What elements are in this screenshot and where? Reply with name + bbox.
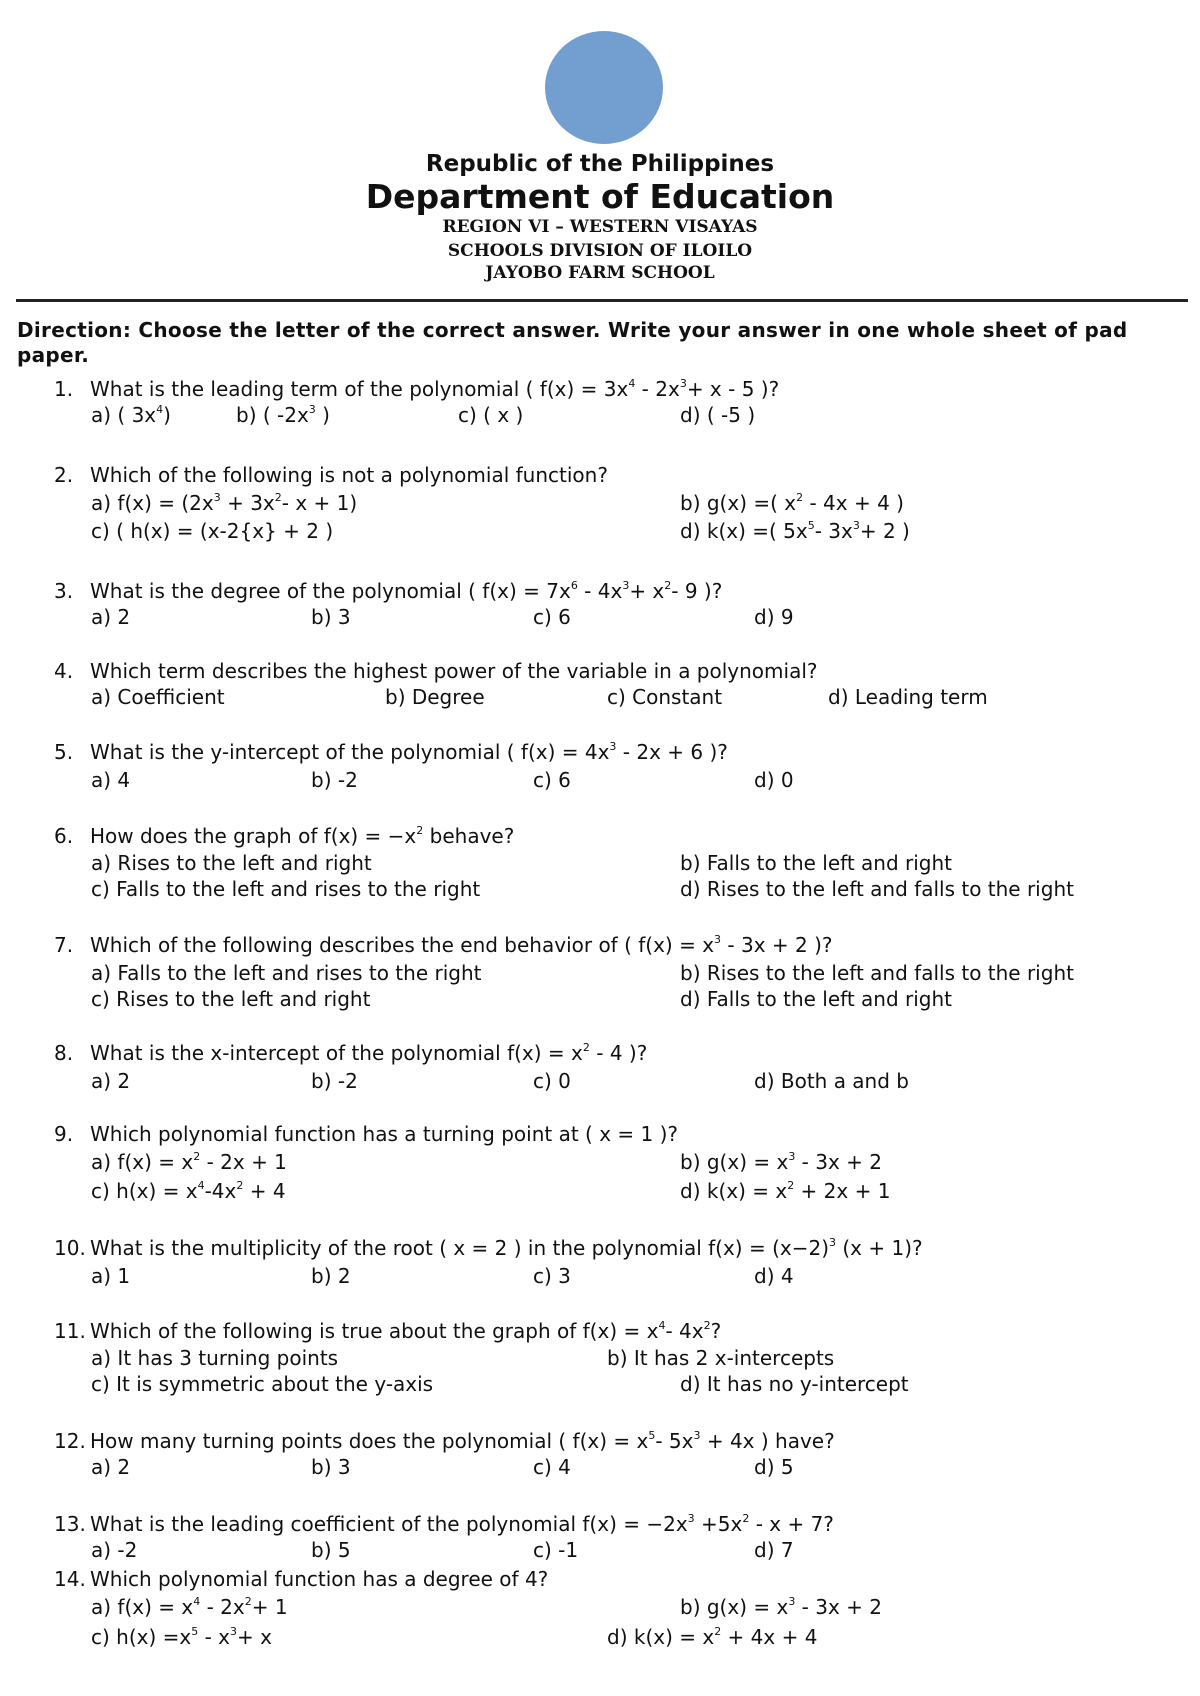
answer-choice: a) It has 3 turning points: [91, 1346, 339, 1370]
question-text: 3. What is the degree of the polynomial ( $f(x) = 7x^6 - 4x^3+ x^2-$ 9 )?: [54, 579, 723, 603]
answer-choice: c) 6: [533, 605, 571, 629]
answer-choice: b) 3: [311, 605, 351, 629]
question-text: 10. What is the multiplicity of the root ( x = 2 ) in the polynomial $f(x) = (x-2)^3$ (x + 1)?: [54, 1236, 923, 1260]
question-text: 5. What is the y-intercept of the polynomial ( $f(x) = 4x^3 - 2x + 6$ )?: [54, 740, 728, 764]
question-number: 8.: [54, 1041, 74, 1065]
answer-choice: c) $h(x) =x^5 - x^3+ x$: [91, 1625, 272, 1649]
question-number: 3.: [54, 579, 74, 603]
question-text: 9. Which polynomial function has a turning point at ( x = 1 )?: [54, 1122, 678, 1146]
answer-choice: b) Rises to the left and falls to the right: [680, 961, 1074, 985]
answer-choice: a) 2: [91, 1069, 131, 1093]
question-text: 4. Which term describes the highest power of the variable in a polynomial?: [54, 659, 818, 683]
answer-choice: b) -2: [311, 1069, 358, 1093]
answer-choice: b) 2: [311, 1264, 351, 1288]
answer-choice: a) Coefficient: [91, 685, 225, 709]
header-school: JAYOBO FARM SCHOOL: [485, 263, 715, 283]
question-number: 12.: [54, 1429, 86, 1453]
answer-choice: d) Leading term: [828, 685, 988, 709]
answer-choice: c) ( h(x) = (x-2{x} + 2 ): [91, 519, 334, 543]
answer-choice: c) 3: [533, 1264, 571, 1288]
answer-choice: b) ( $-2x^3$ ): [236, 403, 330, 427]
answer-choice: a) $f(x) = x^4 - 2x^2+ 1$: [91, 1595, 288, 1619]
answer-choice: a) 2: [91, 605, 131, 629]
question-number: 7.: [54, 933, 74, 957]
question-text: 1. What is the leading term of the polynomial ( $f(x) = 3x^4 - 2x^3+ x - 5$ )?: [54, 377, 780, 401]
answer-choice: d) 4: [754, 1264, 794, 1288]
question-number: 1.: [54, 377, 74, 401]
answer-choice: d) 0: [754, 768, 794, 792]
answer-choice: a) -2: [91, 1538, 138, 1562]
question-number: 14.: [54, 1567, 86, 1591]
direction-text: Direction: Choose the letter of the correct answer. Write your answer in one whole sheet of pad paper.: [17, 318, 1128, 367]
answer-choice: c) $h(x) = x^4-4x^2 + 4$: [91, 1179, 286, 1203]
answer-choice: c) ( x ): [458, 403, 524, 427]
answer-choice: c) Rises to the left and right: [91, 987, 371, 1011]
answer-choice: c) Constant: [607, 685, 723, 709]
answer-choice: d) k(x) =( $5x^5-$ $3x^3+ 2$ ): [680, 519, 910, 543]
answer-choice: a) Rises to the left and right: [91, 851, 372, 875]
answer-choice: d) 9: [754, 605, 794, 629]
answer-choice: b) 5: [311, 1538, 351, 1562]
header-region: REGION VI – WESTERN VISAYAS: [442, 217, 758, 237]
question-number: 10.: [54, 1236, 86, 1260]
header-department: Department of Education: [365, 177, 835, 216]
answer-choice: d) Rises to the left and falls to the right: [680, 877, 1074, 901]
answer-choice: c) -1: [533, 1538, 579, 1562]
header-divider: [16, 299, 1188, 302]
answer-choice: a) 4: [91, 768, 131, 792]
answer-choice: b) $g(x) = x^3 - 3x + 2$: [680, 1150, 883, 1174]
answer-choice: d) $k(x) = x^2 + 4x + 4$: [607, 1625, 818, 1649]
question-number: 9.: [54, 1122, 74, 1146]
answer-choice: b) $g(x) = x^3 - 3x + 2$: [680, 1595, 883, 1619]
question-text: 2. Which of the following is not a polynomial function?: [54, 463, 608, 487]
question-number: 5.: [54, 740, 74, 764]
answer-choice: a) $f(x) = x^2 - 2x + 1$: [91, 1150, 287, 1174]
answer-choice: d) 7: [754, 1538, 794, 1562]
question-number: 11.: [54, 1319, 86, 1343]
question-text: 6. How does the graph of $f(x) = -x^2$ behave?: [54, 824, 515, 848]
answer-choice: d) Falls to the left and right: [680, 987, 953, 1011]
answer-choice: b) -2: [311, 768, 358, 792]
answer-choice: c) It is symmetric about the y-axis: [91, 1372, 434, 1396]
answer-choice: b) Degree: [385, 685, 485, 709]
question-text: 12. How many turning points does the polynomial ( $f(x) = x^5-$ $5x^3 + 4x$ ) have?: [54, 1429, 835, 1453]
answer-choice: a) 1: [91, 1264, 131, 1288]
answer-choice: c) 6: [533, 768, 571, 792]
answer-choice: b) Falls to the left and right: [680, 851, 953, 875]
answer-choice: b) It has 2 x-intercepts: [607, 1346, 835, 1370]
question-number: 13.: [54, 1512, 86, 1536]
header-republic: Republic of the Philippines: [425, 151, 775, 177]
answer-choice: c) 0: [533, 1069, 571, 1093]
question-text: 11. Which of the following is true about the graph of $f(x) = x^4-$ $4x^2$?: [54, 1319, 722, 1343]
question-text: 14. Which polynomial function has a degree of 4?: [54, 1567, 549, 1591]
question-text: 8. What is the x-intercept of the polynomial $f(x) = x^2 - 4$ )?: [54, 1041, 648, 1065]
answer-choice: a) Falls to the left and rises to the right: [91, 961, 482, 985]
question-number: 4.: [54, 659, 74, 683]
answer-choice: c) Falls to the left and rises to the right: [91, 877, 481, 901]
answer-choice: b) 3: [311, 1455, 351, 1479]
answer-choice: d) $k(x) = x^2 + 2x + 1$: [680, 1179, 891, 1203]
answer-choice: d) 5: [754, 1455, 794, 1479]
answer-choice: a) $f(x) = (2x^3 + 3x^2-$ x + 1): [91, 491, 358, 515]
question-text: 13. What is the leading coefficient of the polynomial $f(x) = -2x^3 +5x^2 - x + 7$?: [54, 1512, 834, 1536]
answer-choice: d) ( -5 ): [680, 403, 756, 427]
answer-choice: a) 2: [91, 1455, 131, 1479]
header-division: SCHOOLS DIVISION OF ILOILO: [447, 241, 753, 261]
deped-seal-placeholder: [545, 31, 663, 144]
answer-choice: d) Both a and b: [754, 1069, 909, 1093]
answer-choice: b) g(x) =( $x^2 - 4x + 4$ ): [680, 491, 904, 515]
answer-choice: d) It has no y-intercept: [680, 1372, 909, 1396]
answer-choice: c) 4: [533, 1455, 571, 1479]
question-number: 6.: [54, 824, 74, 848]
question-text: 7. Which of the following describes the end behavior of ( $f(x) = x^3 - 3x + 2$ )?: [54, 933, 833, 957]
answer-choice: a) ( $3x^4$): [91, 403, 171, 427]
question-number: 2.: [54, 463, 74, 487]
